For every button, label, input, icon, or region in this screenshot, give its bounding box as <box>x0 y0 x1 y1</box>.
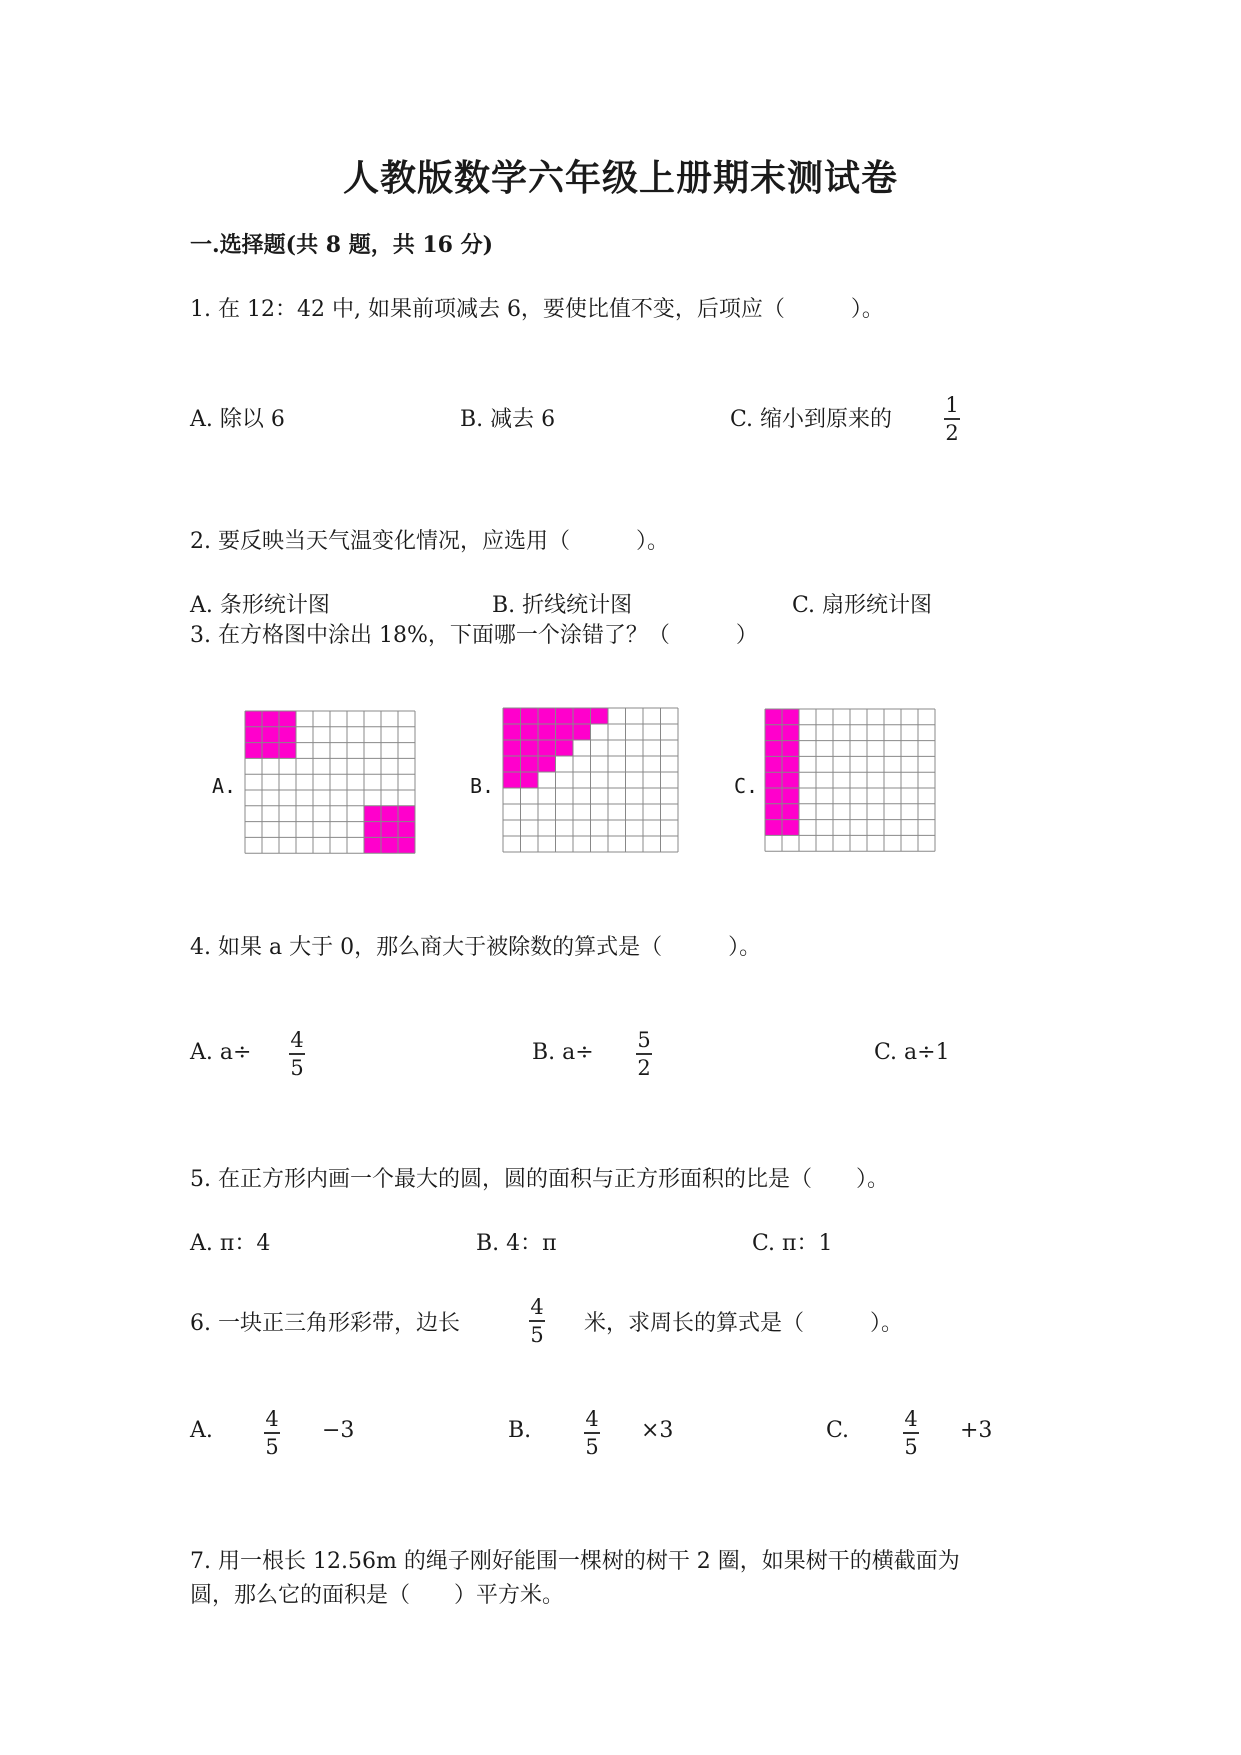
question-5-option-b: B. 4：π <box>476 1231 557 1256</box>
shaded-cell <box>556 724 574 740</box>
fraction-numerator: 4 <box>530 1295 544 1319</box>
question-4-stem: 4. 如果 a 大于 0，那么商大于被除数的算式是（ ）。 <box>190 935 762 960</box>
question-2-stem: 2. 要反映当天气温变化情况，应选用（ ）。 <box>190 529 669 554</box>
question-6-option-c: C. <box>826 1418 850 1443</box>
question-1-option-b: B. 减去 6 <box>460 407 556 432</box>
shaded-cell <box>398 822 415 838</box>
question-4-option-b-fraction <box>636 1029 652 1079</box>
fraction-numerator: 4 <box>904 1407 918 1431</box>
fraction-numerator: 4 <box>585 1407 599 1431</box>
shaded-cell <box>782 725 799 741</box>
shaded-cell <box>503 756 521 772</box>
question-6-stem-fraction <box>529 1296 545 1346</box>
shaded-cell <box>556 708 574 724</box>
shaded-cell <box>556 740 574 756</box>
fraction-numerator: 4 <box>265 1407 279 1431</box>
fraction-numerator: 1 <box>945 393 959 417</box>
shaded-cell <box>765 741 782 757</box>
shaded-cell <box>765 709 782 725</box>
shaded-cell <box>765 788 782 804</box>
fraction-bar <box>903 1432 919 1434</box>
question-6-stem-start: 6. 一块正三角形彩带，边长 <box>190 1311 460 1336</box>
shaded-cell <box>521 708 539 724</box>
question-6-option-c-fraction <box>903 1408 919 1458</box>
fraction-denominator: 5 <box>265 1434 279 1459</box>
shaded-cell <box>573 724 591 740</box>
question-2-option-c: C. 扇形统计图 <box>792 593 933 618</box>
shaded-cell <box>573 708 591 724</box>
shaded-cell <box>503 724 521 740</box>
shaded-cell <box>765 820 782 836</box>
question-6-option-b: B. <box>508 1418 532 1443</box>
question-1-option-a: A. 除以 6 <box>190 407 285 432</box>
question-5-stem: 5. 在正方形内画一个最大的圆，圆的面积与正方形面积的比是（ ）。 <box>190 1167 889 1192</box>
shaded-cell <box>538 708 556 724</box>
shaded-cell <box>521 756 539 772</box>
shaded-cell <box>782 772 799 788</box>
fraction-denominator: 5 <box>290 1055 304 1080</box>
shaded-cell <box>782 804 799 820</box>
question-4-option-b: B. a÷ <box>532 1040 594 1065</box>
shaded-cell <box>765 804 782 820</box>
shaded-cell <box>381 806 398 822</box>
question-7-stem-line-2: 圆，那么它的面积是（ ）平方米。 <box>190 1583 565 1608</box>
question-3-grid-a <box>244 710 420 855</box>
shaded-cell <box>381 822 398 838</box>
question-1-stem: 1. 在 12：42 中, 如果前项减去 6，要使比值不变，后项应（ ）。 <box>190 297 884 322</box>
question-6-option-b-operation: ×3 <box>641 1418 674 1443</box>
question-1-option-c-fraction <box>944 394 960 444</box>
question-4-option-c: C. a÷1 <box>874 1040 950 1065</box>
shaded-cell <box>521 724 539 740</box>
shaded-cell <box>398 837 415 853</box>
shaded-cell <box>503 772 521 788</box>
shaded-cell <box>245 727 262 743</box>
section-heading: 一.选择题(共 8 题，共 16 分) <box>190 232 494 258</box>
question-3-option-a-label: A. <box>212 774 237 798</box>
question-3-grid-c <box>764 708 940 855</box>
page-title: 人教版数学六年级上册期末测试卷 <box>342 157 898 199</box>
shaded-cell <box>782 741 799 757</box>
shaded-cell <box>262 727 279 743</box>
shaded-cell <box>765 756 782 772</box>
shaded-cell <box>765 772 782 788</box>
question-6-option-a: A. <box>190 1418 213 1443</box>
question-3-stem: 3. 在方格图中涂出 18%，下面哪一个涂错了？（ ） <box>190 623 758 648</box>
question-7-stem-line-1: 7. 用一根长 12.56m 的绳子刚好能围一棵树的树干 2 圈，如果树干的横截面为 <box>190 1549 960 1574</box>
shaded-cell <box>538 756 556 772</box>
question-2-option-a: A. 条形统计图 <box>190 593 330 618</box>
fraction-bar <box>289 1053 305 1055</box>
question-3-option-c-label: C. <box>734 774 759 798</box>
fraction-numerator: 5 <box>637 1028 651 1052</box>
shaded-cell <box>398 806 415 822</box>
fraction-bar <box>264 1432 280 1434</box>
fraction-denominator: 2 <box>637 1055 651 1080</box>
question-6-option-c-operation: +3 <box>960 1418 993 1443</box>
shaded-cell <box>503 708 521 724</box>
question-4-option-a-fraction <box>289 1029 305 1079</box>
shaded-cell <box>782 788 799 804</box>
question-6-option-b-fraction <box>584 1408 600 1458</box>
shaded-cell <box>364 806 381 822</box>
shaded-cell <box>782 756 799 772</box>
shaded-cell <box>262 711 279 727</box>
question-6-option-a-operation: −3 <box>322 1418 355 1443</box>
shaded-cell <box>279 711 296 727</box>
shaded-cell <box>521 740 539 756</box>
fraction-denominator: 5 <box>530 1322 544 1347</box>
shaded-cell <box>279 727 296 743</box>
shaded-cell <box>279 743 296 759</box>
shaded-cell <box>521 772 539 788</box>
shaded-cell <box>591 708 609 724</box>
shaded-cell <box>245 743 262 759</box>
question-1-option-c: C. 缩小到原来的 <box>730 407 893 432</box>
shaded-cell <box>538 740 556 756</box>
shaded-cell <box>364 837 381 853</box>
shaded-cell <box>262 743 279 759</box>
question-3-option-b-label: B. <box>470 774 495 798</box>
fraction-denominator: 5 <box>585 1434 599 1459</box>
question-3-grid-b <box>502 707 680 857</box>
fraction-bar <box>529 1320 545 1322</box>
shaded-cell <box>782 820 799 836</box>
shaded-cell <box>381 837 398 853</box>
question-5-option-c: C. π：1 <box>752 1231 833 1256</box>
fraction-denominator: 2 <box>945 420 959 445</box>
fraction-bar <box>584 1432 600 1434</box>
shaded-cell <box>503 740 521 756</box>
question-6-option-a-fraction <box>264 1408 280 1458</box>
fraction-numerator: 4 <box>290 1028 304 1052</box>
question-5-option-a: A. π：4 <box>190 1231 271 1256</box>
shaded-cell <box>245 711 262 727</box>
shaded-cell <box>364 822 381 838</box>
fraction-bar <box>944 418 960 420</box>
shaded-cell <box>782 709 799 725</box>
question-2-option-b: B. 折线统计图 <box>492 593 633 618</box>
question-6-stem-end: 米，求周长的算式是（ ）。 <box>584 1311 904 1336</box>
shaded-cell <box>538 724 556 740</box>
question-4-option-a: A. a÷ <box>190 1040 252 1065</box>
fraction-denominator: 5 <box>904 1434 918 1459</box>
shaded-cell <box>765 725 782 741</box>
fraction-bar <box>636 1053 652 1055</box>
